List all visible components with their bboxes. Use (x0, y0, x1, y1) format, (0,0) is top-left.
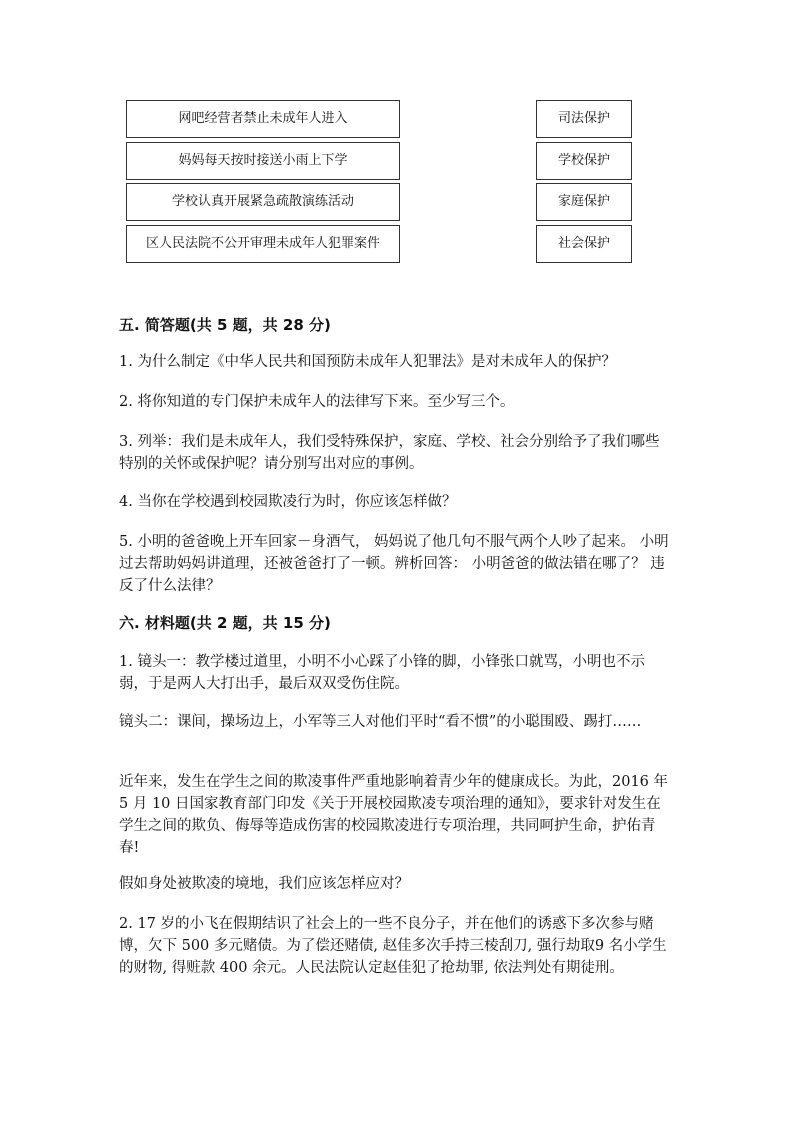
section-5-question-5: 5. 小明的爸爸晚上开车回家－身酒气， 妈妈说了他几句不服气两个人吵了起来。 小明过去帮助妈妈讲道理，还被爸爸打了一顿。辨析回答： 小明爸爸的做法错在哪了？ 违反了什么法律？ (119, 534, 669, 594)
match-right-item-2: 学校保护 (536, 142, 632, 180)
match-right-item-3: 家庭保护 (536, 183, 632, 221)
match-right-item-1: 司法保护 (536, 100, 632, 138)
section-5-question-4: 4. 当你在学校遇到校园欺凌行为时，你应该怎样做？ (119, 494, 457, 510)
section-5-question-2: 2. 将你知道的专门保护未成年人的法律写下来。至少写三个。 (119, 394, 515, 410)
section-6-material-4: 2. 17 岁的小飞在假期结识了社会上的一些不良分子，并在他们的诱惑下多次参与赌博，欠下 500 多元赌债。为了偿还赌债, 赵佳多次手持三棱刮刀, 强行劫取9 名小学生的财物, 得赃款 400 余元。人民法院认定赵佳犯了抢劫罪, 依法判处有期徒刑。 (119, 916, 667, 976)
section-5-question-3: 3. 列举：我们是未成年人，我们受特殊保护，家庭、学校、社会分别给予了我们哪些特别的关怀或保护呢？请分别写出对应的事例。 (119, 434, 660, 472)
section-6-material-2: 镜头二：课间，操场边上，小军等三人对他们平时“看不惯”的小聪围殴、踢打…… (119, 714, 642, 730)
section-6-material-1: 1. 镜头一：教学楼过道里，小明不小心踩了小锋的脚，小锋张口就骂，小明也不示弱，于是两人大打出手，最后双双受伤住院。 (119, 654, 645, 692)
match-left-item-3: 学校认真开展紧急疏散演练活动 (126, 183, 400, 221)
match-left-item-4: 区人民法院不公开审理未成年人犯罪案件 (126, 225, 400, 263)
section-6-question: 假如身处被欺凌的境地，我们应该怎样应对？ (119, 876, 409, 892)
section-6-material-3: 近年来，发生在学生之间的欺凌事件严重地影响着青少年的健康成长。为此，2016 年 5 月 10 日国家教育部门印发《关于开展校园欺凌专项治理的通知》，要求针对发生在学生之间的欺负、侮辱等造成伤害的校园欺凌进行专项治理，共同呵护生命，护佑青春! (119, 774, 669, 856)
match-right-item-4: 社会保护 (536, 225, 632, 263)
match-left-item-2: 妈妈每天按时接送小雨上下学 (126, 142, 400, 180)
section-5-question-1: 1. 为什么制定《中华人民共和国预防未成年人犯罪法》是对未成年人的保护？ (119, 354, 616, 370)
section-5-title: 五. 简答题(共 5 题，共 28 分) (119, 316, 331, 334)
match-left-item-1: 网吧经营者禁止未成年人进入 (126, 100, 400, 138)
section-6-title: 六. 材料题(共 2 题，共 15 分) (119, 614, 331, 632)
